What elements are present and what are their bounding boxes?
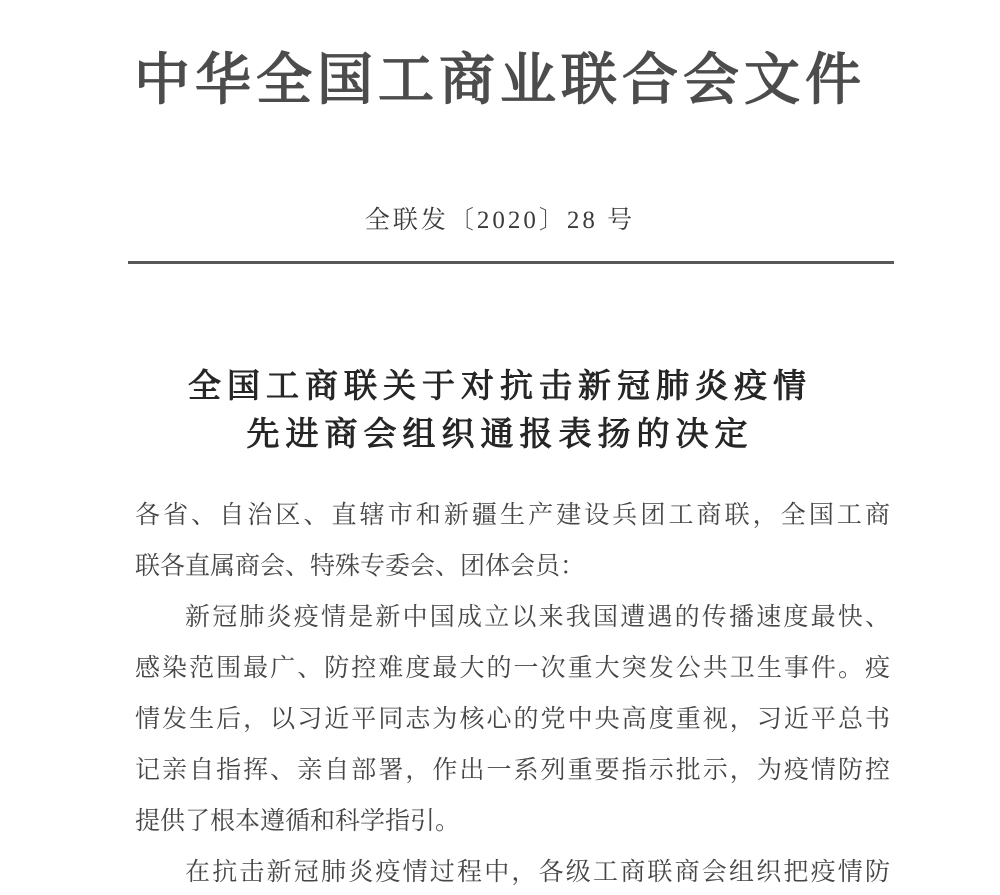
body-line-paragraph1-4: 记亲自指挥、亲自部署，作出一系列重要指示批示，为疫情防控 xyxy=(135,757,890,784)
body-line-paragraph1-1: 新冠肺炎疫情是新中国成立以来我国遭遇的传播速度最快、 xyxy=(185,604,890,631)
document-title-line-2: 先进商会组织通报表扬的决定 xyxy=(246,415,754,452)
body-line-salutation-2: 联各直属商会、特殊专委会、团体会员： xyxy=(135,553,586,580)
document-body xyxy=(135,490,890,895)
body-line-paragraph1-2: 感染范围最广、防控难度最大的一次重大突发公共卫生事件。疫 xyxy=(135,655,890,682)
body-line-paragraph2-1: 在抗击新冠肺炎疫情过程中，各级工商联商会组织把疫情防 xyxy=(185,859,890,886)
document-header-org-title: 中华全国工商业联合会文件 xyxy=(134,48,866,111)
body-line-paragraph1-5: 提供了根本遵循和科学指引。 xyxy=(135,808,461,835)
document-title xyxy=(0,362,1000,458)
header-divider-line xyxy=(128,261,894,264)
body-line-salutation-1: 各省、自治区、直辖市和新疆生产建设兵团工商联，全国工商 xyxy=(135,502,890,529)
body-line-paragraph1-3: 情发生后，以习近平同志为核心的党中央高度重视，习近平总书 xyxy=(135,706,890,733)
document-title-line-1: 全国工商联关于对抗击新冠肺炎疫情 xyxy=(188,367,812,404)
document-number: 全联发〔2020〕28 号 xyxy=(364,207,636,234)
